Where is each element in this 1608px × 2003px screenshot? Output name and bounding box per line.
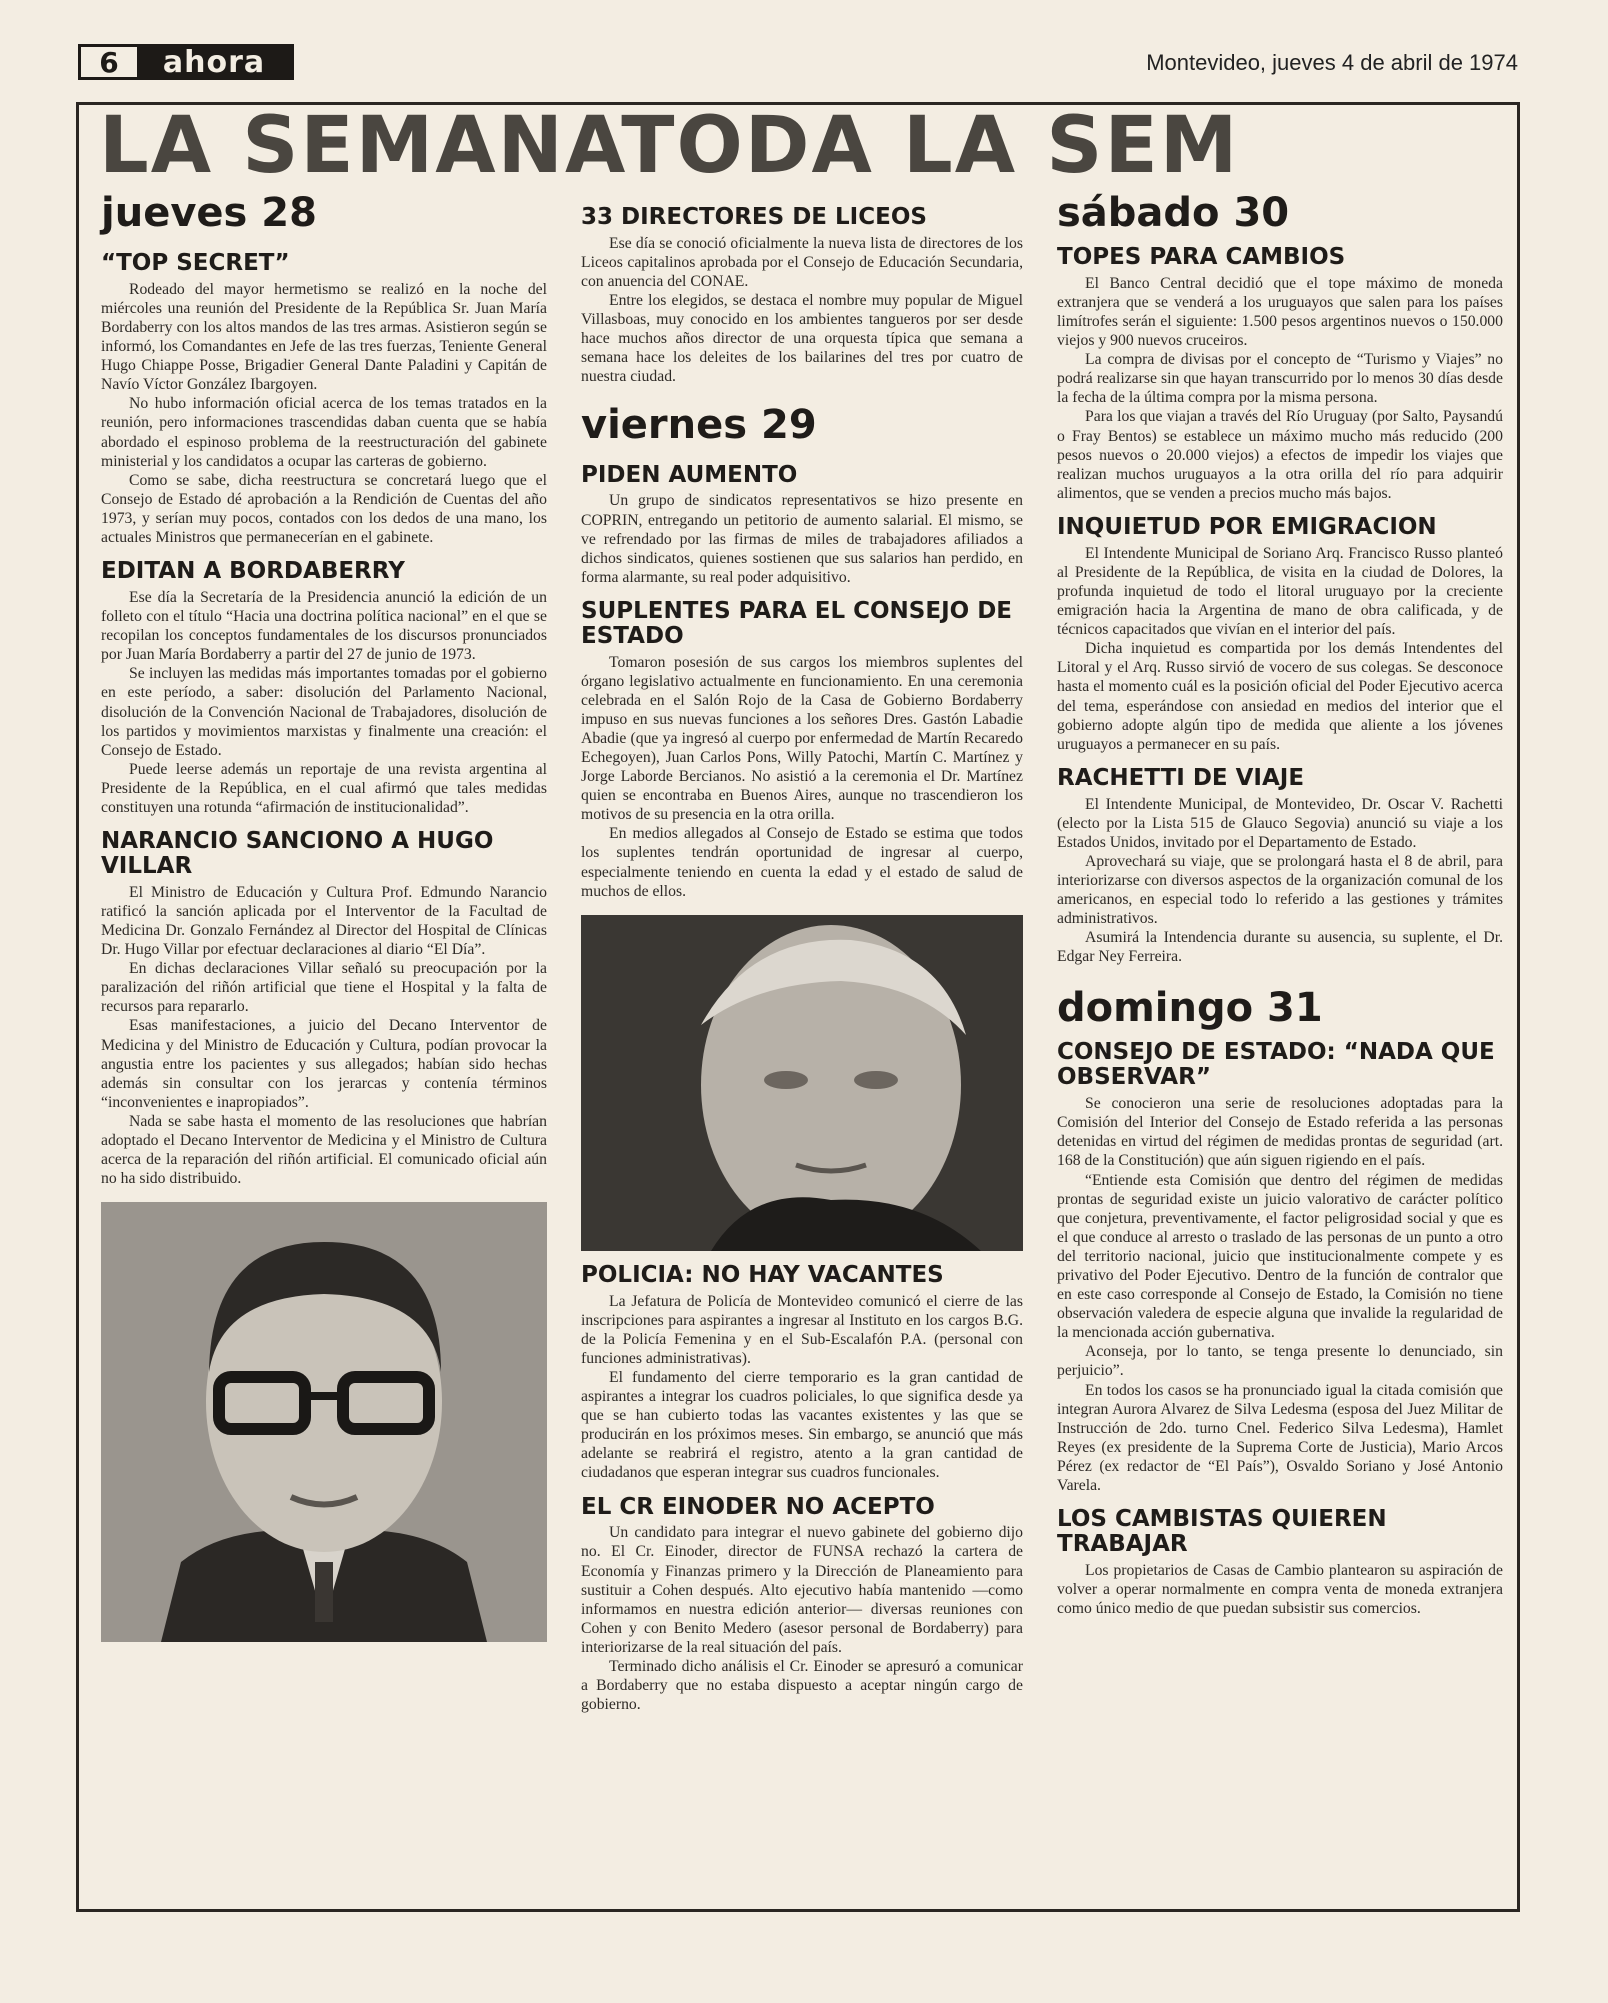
masthead	[78, 44, 1518, 84]
headline: 33 DIRECTORES DE LICEOS	[581, 204, 927, 230]
paragraph: Esas manifestaciones, a juicio del Decano Interventor de Medicina y del Ministro de Educación y Cultura, podían provocar la angustia entre los pacientes y sus allegados; habían sido hechas además sin consultar con los jerarcas y contenía términos “inconvenientes e inapropiados”.	[101, 1017, 547, 1111]
paragraph: “Entiende esta Comisión que dentro del régimen de medidas prontas de seguridad existe un juicio valorativo de carácter político que conjetura, preventivamente, el factor peligrosidad social y que es el que conduce al arresto o traslado de las personas de un punto a otro del territorio nacional, juicio que institucionalmente compete y es privativo del Poder Ejecutivo. Dentro de la función de contralor que en este caso corresponde al Consejo de Estado, la Comisión no tiene observación valedera de especie alguna que invalide la regularidad de la mencionada acción gubernativa.	[1057, 1171, 1503, 1342]
paragraph: Ese día se conoció oficialmente la nueva lista de directores de los Liceos capitalinos aprobada por el Consejo de Educación Secundaria, con anuencia del CONAE.	[581, 234, 1023, 291]
paragraph: Un grupo de sindicatos representativos se hizo presente en COPRIN, entregando un petitorio de aumento salarial. El mismo, se ve refrendado por las firmas de miles de trabajadores afiliados a dichos sindicatos, quienes sostienen que sus salarios han perdido, en forma alarmante, su real poder adquisitivo.	[581, 492, 1023, 586]
paragraph: Ese día la Secretaría de la Presidencia anunció la edición de un folleto con el título “Hacia una doctrina política nacional” en el que se recopilan los conceptos fundamentales de los discursos pronunciados por Juan María Bordaberry a partir del 27 de junio de 1973.	[101, 588, 547, 664]
article-consejo-estado	[1057, 1040, 1503, 1495]
paragraph: La Jefatura de Policía de Montevideo comunicó el cierre de las inscripciones para aspirantes a ingresar al Instituto en los cargos B.G. de la Policía Femenina y en el Sub-Escalafón P.A. (personal con funciones administrativas).	[581, 1292, 1023, 1367]
paragraph: Como se sabe, dicha reestructura se concretará luego que el Consejo de Estado dé aprobación a la Rendición de Cuentas del año 1973, y serían muy pocos, contados con los dedos de una mano, los actuales Ministros que permanecerían en el gabinete.	[101, 471, 547, 547]
paper-name: ahora	[137, 47, 291, 77]
paragraph: En dichas declaraciones Villar señaló su preocupación por la paralización del riñón artificial que tiene el Hospital y la falta de recursos para repararlo.	[101, 960, 547, 1016]
page-badge	[78, 44, 294, 80]
article-inquietud-emigracion	[1057, 515, 1503, 754]
headline: POLICIA: NO HAY VACANTES	[581, 1261, 944, 1288]
paragraph: Un candidato para integrar el nuevo gabinete del gobierno dijo no. El Cr. Einoder, director de FUNSA rechazó la cartera de Economía y Finanzas primero y la Dirección de Planeamiento para sustituir a Cohen después. Alto ejecutivo había mantenido —como informamos en nuestra edición anterior— diversas reuniones con Cohen y con Benito Medero (asesor personal de Bordaberry) para interiorizarse de la real situación del país.	[581, 1524, 1023, 1656]
page-frame	[76, 102, 1520, 1912]
banner-title: LA SEMANATODA LA SEM	[99, 102, 1240, 191]
headline: SUPLENTES PARA EL CONSEJO DE ESTADO	[581, 597, 1013, 649]
portrait-photo-glasses	[101, 1202, 547, 1642]
paragraph: En medios allegados al Consejo de Estado se estima que todos los suplentes tendrán oportunidad de ingresar al cuerpo, especialmente teniendo en cuenta la edad y el estado de salud de muchos de ellos.	[581, 825, 1023, 900]
column-3	[1057, 190, 1503, 1618]
headline: INQUIETUD POR EMIGRACION	[1057, 513, 1437, 540]
dateline: Montevideo, jueves 4 de abril de 1974	[1146, 50, 1518, 75]
paragraph: El Intendente Municipal, de Montevideo, Dr. Oscar V. Rachetti (electo por la Lista 515 de Glauco Segovia) anunció su viaje a los Estados Unidos, invitado por el Departamento de Estado.	[1057, 795, 1503, 851]
headline: PIDEN AUMENTO	[581, 461, 798, 488]
paragraph: Aprovechará su viaje, que se prolongará hasta el 8 de abril, para interiorizarse con diversos aspectos de la organización comunal de los americanos, en especial todo lo referido a las gestiones y trámites administrativos.	[1057, 852, 1503, 928]
headline: NARANCIO SANCIONO A HUGO VILLAR	[101, 828, 494, 879]
paragraph: Rodeado del mayor hermetismo se realizó en la noche del miércoles una reunión del Presidente de la República Sr. Juan María Bordaberry con los altos mandos de las tres armas. Asistieron según se informó, los Comandantes en Jefe de las tres fuerzas, Teniente General Hugo Chiappe Posse, Brigadier General Dante Paladini y Capitán de Navío Víctor González Ibargoyen.	[101, 280, 547, 394]
paragraph: El fundamento del cierre temporario es la gran cantidad de aspirantes a integrar los cuadros policiales, lo que significa desde ya que se han cubierto todas las vacantes existentes y las que se producirán en los próximos meses. Sin embargo, se anunció que más adelante se reabrirá el registro, atento a la gran cantidad de ciudadanos que esperan integrar sus cuadros funcionales.	[581, 1368, 1023, 1482]
day-heading-sunday: domingo 31	[1057, 985, 1323, 1032]
paragraph: Se conocieron una serie de resoluciones adoptadas para la Comisión del Interior del Consejo de Estado referida a las personas detenidas en virtud del régimen de medidas prontas de seguridad (art. 168 de la Constitución) que aún siguen rigiendo en el país.	[1057, 1095, 1503, 1170]
article-suplentes-consejo	[581, 599, 1023, 901]
headline: EDITAN A BORDABERRY	[101, 558, 405, 585]
article-policia	[581, 1263, 1023, 1483]
day-heading-saturday: sábado 30	[1057, 190, 1290, 236]
paragraph: Asumirá la Intendencia durante su ausencia, su suplente, el Dr. Edgar Ney Ferreira.	[1057, 929, 1503, 966]
paragraph: En todos los casos se ha pronunciado igual la citada comisión que integran Aurora Alvarez de Silva Ledesma (esposa del Juez Militar de Instrucción de 2do. turno Cnel. Federico Silva Ledesma), Hamlet Reyes (ex presidente de la Suprema Corte de Justicia), Mario Arcos Pérez (ex redactor de “El País”), Osvaldo Soriano y José Antonio Varela.	[1057, 1381, 1503, 1495]
paragraph: Tomaron posesión de sus cargos los miembros suplentes del órgano legislativo actualmente en funcionamiento. En una ceremonia celebrada en el Salón Rojo de la Casa de Gobierno Bordaberry impuso en sus nuevas funciones a los señores Dres. Gastón Labadie Abadie (que ya ingresó al cuerpo por enfermedad de Martín Recaredo Echegoyen), Juan Carlos Pons, Willy Patochi, Martín C. Martínez y Jorge Laborde Bercianos. No asistió a la ceremonia el Dr. Martínez quien se encontraba en Buenos Aires, aunque no trascendieron los motivos de su presencia en la otra orilla.	[581, 653, 1023, 824]
article-topes-cambios	[1057, 245, 1503, 503]
paragraph: El Ministro de Educación y Cultura Prof. Edmundo Narancio ratificó la sanción aplicada por el Interventor de la Facultad de Medicina Dr. Gonzalo Fernández al Director del Hospital de Clínicas Dr. Hugo Villar por efectuar declaraciones al diario “El Día”.	[101, 883, 547, 959]
article-narancio	[101, 829, 547, 1188]
portrait-photo-elderly	[581, 915, 1023, 1251]
column-2	[581, 193, 1023, 1714]
paragraph: Entre los elegidos, se destaca el nombre muy popular de Miguel Villasboas, muy conocido en los ambientes tangueros por ser desde hace muchos años director de una orquesta típica que semana a semana hace los deleites de los bailarines del tres por cuatro de nuestra ciudad.	[581, 292, 1023, 386]
headline: CONSEJO DE ESTADO: “NADA QUE OBSERVAR”	[1057, 1039, 1495, 1091]
paragraph: El Banco Central decidió que el tope máximo de moneda extranjera que se venderá a los uruguayos que salen para los países limítrofes serán el siguiente: 1.500 pesos argentinos nuevos o 150.000 viejos y 900 nuevos cruceiros.	[1057, 274, 1503, 350]
article-cambistas	[1057, 1507, 1503, 1618]
article-einoder	[581, 1495, 1023, 1715]
paragraph: Los propietarios de Casas de Cambio plantearon su aspiración de volver a operar normalmente en compra venta de moneda extranjera como único medio de que puedan subsistir sus comercios.	[1057, 1561, 1503, 1617]
paragraph: No hubo información oficial acerca de los temas tratados en la reunión, pero informaciones trascendidas daban cuenta que se había abordado el espinoso problema de la reestructuración del gabinete ministerial y los candidatos a ocupar las carteras de gobierno.	[101, 395, 547, 470]
paragraph: Puede leerse además un reportaje de una revista argentina al Presidente de la República, en el cual afirmó que tales medidas constituyen una rotunda “afirmación de institucionalidad”.	[101, 760, 547, 816]
headline: LOS CAMBISTAS QUIEREN TRABAJAR	[1057, 1506, 1387, 1557]
column-1	[101, 190, 547, 1648]
day-heading-friday: viernes 29	[581, 401, 817, 448]
paragraph: Nada se sabe hasta el momento de las resoluciones que habrían adoptado el Decano Interventor de Medicina y el Ministro de Cultura acerca de la reparación del riñón artificial. El comunicado oficial aún no ha sido distribuido.	[101, 1112, 547, 1188]
day-heading-thursday: jueves 28	[101, 190, 317, 236]
article-directores-liceos	[581, 205, 1023, 387]
paragraph: El Intendente Municipal de Soriano Arq. Francisco Russo planteó al Presidente de la República, de visita en la ciudad de Dolores, la profunda inquietud de todo el litoral uruguayo por la creciente emigración hacia la Argentina de mano de obra calificada, y de técnicos capacitados que vivían en el interior del país.	[1057, 544, 1503, 639]
page-number: 6	[81, 47, 137, 77]
article-piden-aumento	[581, 463, 1023, 587]
paragraph: Aconseja, por lo tanto, se tenga presente lo denunciado, sin perjuicio”.	[1057, 1343, 1503, 1380]
paragraph: Para los que viajan a través del Río Uruguay (por Salto, Paysandú o Fray Bentos) se establece un máximo mucho más reducido (200 pesos nuevos o 20.000 viejos) a efectos de impedir los viajes que realizan muchos uruguayos a la otra orilla del río para adquirir alimentos, que se venden a precios mucho más bajos.	[1057, 408, 1503, 502]
paragraph: Terminado dicho análisis el Cr. Einoder se apresuró a comunicar a Bordaberry que no estaba dispuesto a aceptar ningún cargo de gobierno.	[581, 1658, 1023, 1714]
headline: “TOP SECRET”	[101, 250, 290, 276]
paragraph: Se incluyen las medidas más importantes tomadas por el gobierno en este período, a saber: disolución del Parlamento Nacional, disolución de la Convención Nacional de Trabajadores, disolución de los partidos y movimientos marxistas y finalmente una creación: el Consejo de Estado.	[101, 665, 547, 759]
paragraph: Dicha inquietud es compartida por los demás Intendentes del Litoral y el Arq. Russo sirvió de vocero de sus colegas. Se desconoce hasta el momento cuál es la posición oficial del Poder Ejecutivo acerca del tema, esperándose con ansiedad en medios del interior que el gobierno adopte algún tipo de medida que aliente a los jóvenes uruguayos a permanecer en su país.	[1057, 640, 1503, 753]
headline: TOPES PARA CAMBIOS	[1057, 244, 1346, 270]
article-rachetti	[1057, 766, 1503, 967]
article-editan-bordaberry	[101, 559, 547, 817]
paragraph: La compra de divisas por el concepto de “Turismo y Viajes” no podrá realizarse sin que hayan transcurrido por lo menos 30 días desde la fecha de la última compra por la misma persona.	[1057, 351, 1503, 407]
article-top-secret	[101, 251, 547, 547]
headline: EL CR EINODER NO ACEPTO	[581, 1493, 935, 1520]
headline: RACHETTI DE VIAJE	[1057, 764, 1305, 791]
